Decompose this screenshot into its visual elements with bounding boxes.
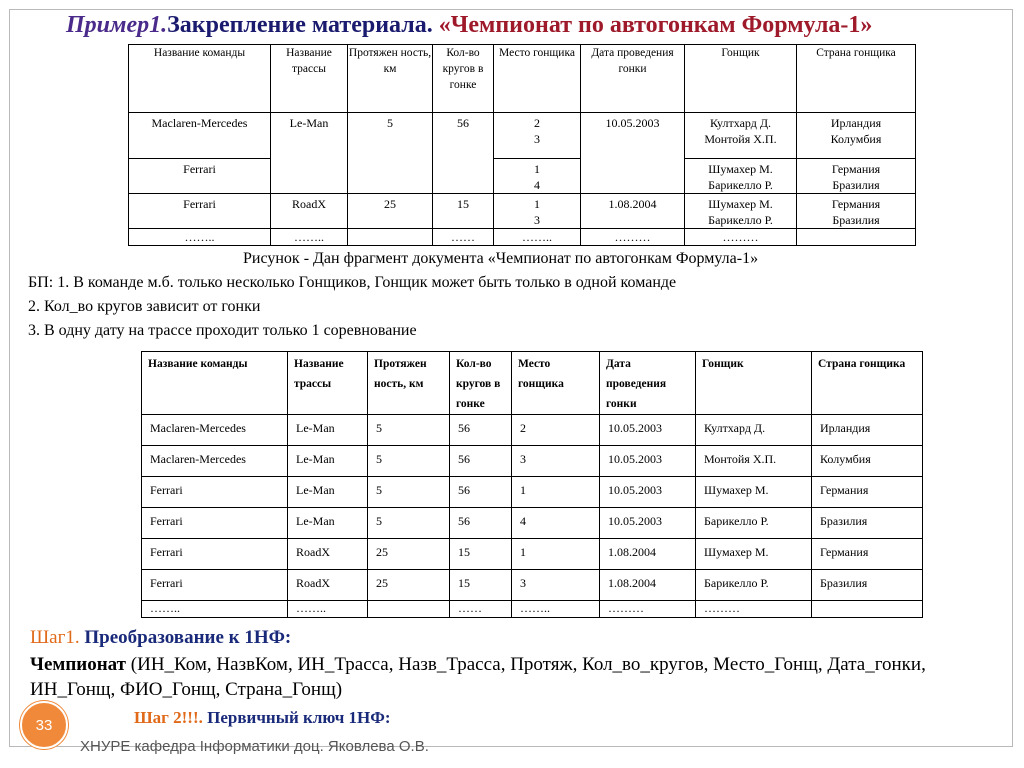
t1-cell: ……… (685, 229, 797, 246)
business-rule: 2. Кол_во кругов зависит от гонки (28, 298, 261, 315)
relation-schema (30, 652, 1005, 702)
table-row (129, 194, 916, 229)
t1-cell: 1 3 (494, 194, 581, 229)
table-row (142, 539, 923, 570)
t2-cell: 56 (450, 446, 512, 477)
step2-label: Шаг 2!!!. (134, 708, 203, 727)
t1-cell: …… (433, 229, 494, 246)
page-number-badge: 33 (20, 701, 68, 749)
t2-cell: 2 (512, 415, 600, 446)
t1-cell: Maclaren-Mercedes (129, 113, 271, 159)
t1-header-cell: Страна гонщика (797, 45, 916, 113)
first-normal-form-table (141, 351, 923, 618)
t2-cell: Le-Man (288, 477, 368, 508)
t2-cell: Le-Man (288, 508, 368, 539)
t1-header-cell: Кол-во кругов в гонке (433, 45, 494, 113)
t1-cell: …….. (494, 229, 581, 246)
t2-cell: Maclaren-Mercedes (142, 415, 288, 446)
t1-cell: Шумахер М. Барикелло Р. (685, 159, 797, 194)
t2-header-cell: Страна гонщика (812, 352, 923, 415)
t1-cell: Германия Бразилия (797, 159, 916, 194)
t2-cell: Бразилия (812, 570, 923, 601)
table-row (142, 601, 923, 618)
table-row (129, 159, 916, 194)
t2-cell: Шумахер М. (696, 539, 812, 570)
t2-cell: Барикелло Р. (696, 570, 812, 601)
t1-cell: 1.08.2004 (581, 194, 685, 229)
title-example: Пример1. (66, 12, 168, 38)
t1-cell: 1 4 (494, 159, 581, 194)
t2-cell: ……… (696, 601, 812, 618)
t2-cell: Култхард Д. (696, 415, 812, 446)
t2-cell: 10.05.2003 (600, 477, 696, 508)
t2-cell: 25 (368, 539, 450, 570)
t1-cell: ……… (581, 229, 685, 246)
t1-cell: 2 3 (494, 113, 581, 159)
t2-header-cell: Название команды (142, 352, 288, 415)
table-row (142, 446, 923, 477)
business-rule: 3. В одну дату на трассе проходит только 1 соревнование (28, 322, 417, 339)
table-row (129, 229, 916, 246)
t1-cell: RoadX (271, 194, 348, 229)
t2-cell: 25 (368, 570, 450, 601)
t2-cell (368, 601, 450, 618)
t1-cell: …….. (129, 229, 271, 246)
t2-cell: 15 (450, 539, 512, 570)
t2-cell: Германия (812, 477, 923, 508)
table-row (142, 477, 923, 508)
step2-text: Первичный ключ 1НФ: (202, 708, 391, 727)
t1-header-cell: Гонщик (685, 45, 797, 113)
t2-cell: …….. (512, 601, 600, 618)
t2-cell: 5 (368, 415, 450, 446)
t2-cell: 3 (512, 446, 600, 477)
t2-header-cell: Гонщик (696, 352, 812, 415)
t2-cell: Ferrari (142, 539, 288, 570)
t1-cell: Германия Бразилия (797, 194, 916, 229)
t1-header-cell: Место гонщика (494, 45, 581, 113)
t2-cell: 1 (512, 477, 600, 508)
t2-cell: 3 (512, 570, 600, 601)
t2-cell: 15 (450, 570, 512, 601)
t2-header-cell: Протяжен ность, км (368, 352, 450, 415)
table-row (142, 415, 923, 446)
t2-cell: 56 (450, 415, 512, 446)
t2-cell: 10.05.2003 (600, 446, 696, 477)
t2-cell: Колумбия (812, 446, 923, 477)
relation-name: Чемпионат (30, 654, 127, 675)
t1-cell: 5 (348, 113, 433, 194)
title-document: «Чемпионат по автогонкам Формула-1» (438, 12, 873, 38)
t2-cell: 56 (450, 477, 512, 508)
business-rule: БП: 1. В команде м.б. только несколько Гонщиков, Гонщик может быть только в одной команде (28, 274, 677, 291)
table-row (129, 113, 916, 159)
t2-cell: …… (450, 601, 512, 618)
t2-cell: Ferrari (142, 477, 288, 508)
t1-cell: Шумахер М. Барикелло Р. (685, 194, 797, 229)
t2-header-cell: Кол-во кругов в гонке (450, 352, 512, 415)
t2-cell: Германия (812, 539, 923, 570)
step2-heading (134, 708, 391, 728)
t2-cell: 5 (368, 508, 450, 539)
source-document-table (128, 44, 916, 246)
t2-header-cell: Место гонщика (512, 352, 600, 415)
t2-cell: Барикелло Р. (696, 508, 812, 539)
t1-cell: Ирландия Колумбия (797, 113, 916, 159)
t1-header-cell: Дата проведения гонки (581, 45, 685, 113)
t2-cell: 1.08.2004 (600, 570, 696, 601)
t2-header-cell: Дата проведения гонки (600, 352, 696, 415)
t2-cell: Le-Man (288, 415, 368, 446)
slide-footer: ХНУРЕ кафедра Інформатики доц. Яковлева О.В. (80, 738, 429, 755)
t2-header-cell: Название трассы (288, 352, 368, 415)
t2-cell: 5 (368, 477, 450, 508)
t2-cell: 5 (368, 446, 450, 477)
t1-cell: Култхард Д. Монтойя Х.П. (685, 113, 797, 159)
t2-cell (812, 601, 923, 618)
step1-text: Преобразование к 1НФ: (79, 627, 292, 648)
t2-cell: Ирландия (812, 415, 923, 446)
table-row (142, 570, 923, 601)
t2-cell: Ferrari (142, 508, 288, 539)
t1-cell: 56 (433, 113, 494, 194)
t2-cell: 1 (512, 539, 600, 570)
t2-cell: 56 (450, 508, 512, 539)
t2-cell: RoadX (288, 570, 368, 601)
t1-cell: Ferrari (129, 159, 271, 194)
t1-cell (797, 229, 916, 246)
t1-cell: Ferrari (129, 194, 271, 229)
t2-cell: RoadX (288, 539, 368, 570)
t1-header-cell: Название трассы (271, 45, 348, 113)
t2-cell: Бразилия (812, 508, 923, 539)
t1-cell: 10.05.2003 (581, 113, 685, 194)
relation-attributes: (ИН_Ком, НазвКом, ИН_Трасса, Назв_Трасса, Протяж, Кол_во_кругов, Место_Гонщ, Дата_гонки, ИН_Гонщ, ФИО_Гонщ, Страна_Гонщ) (30, 654, 926, 700)
t1-cell (348, 229, 433, 246)
t1-header-cell: Название команды (129, 45, 271, 113)
slide-title (66, 12, 1006, 39)
t2-cell: 10.05.2003 (600, 415, 696, 446)
t1-cell: …….. (271, 229, 348, 246)
t1-header-cell: Протяжен ность, км (348, 45, 433, 113)
t2-cell: Ferrari (142, 570, 288, 601)
title-topic: Закрепление материала. (167, 12, 439, 38)
step1-heading (30, 627, 291, 649)
t1-cell: 15 (433, 194, 494, 229)
table-row (142, 508, 923, 539)
t2-cell: Le-Man (288, 446, 368, 477)
t2-cell: Монтойя Х.П. (696, 446, 812, 477)
t2-cell: ……… (600, 601, 696, 618)
t2-cell: Шумахер М. (696, 477, 812, 508)
step1-label: Шаг1. (30, 627, 80, 648)
t2-cell: 1.08.2004 (600, 539, 696, 570)
t2-cell: 4 (512, 508, 600, 539)
t2-cell: 10.05.2003 (600, 508, 696, 539)
t1-cell: Le-Man (271, 113, 348, 194)
t2-cell: …….. (288, 601, 368, 618)
figure-caption: Рисунок - Дан фрагмент документа «Чемпионат по автогонкам Формула-1» (243, 250, 759, 267)
t2-cell: …….. (142, 601, 288, 618)
t2-cell: Maclaren-Mercedes (142, 446, 288, 477)
t1-cell: 25 (348, 194, 433, 229)
